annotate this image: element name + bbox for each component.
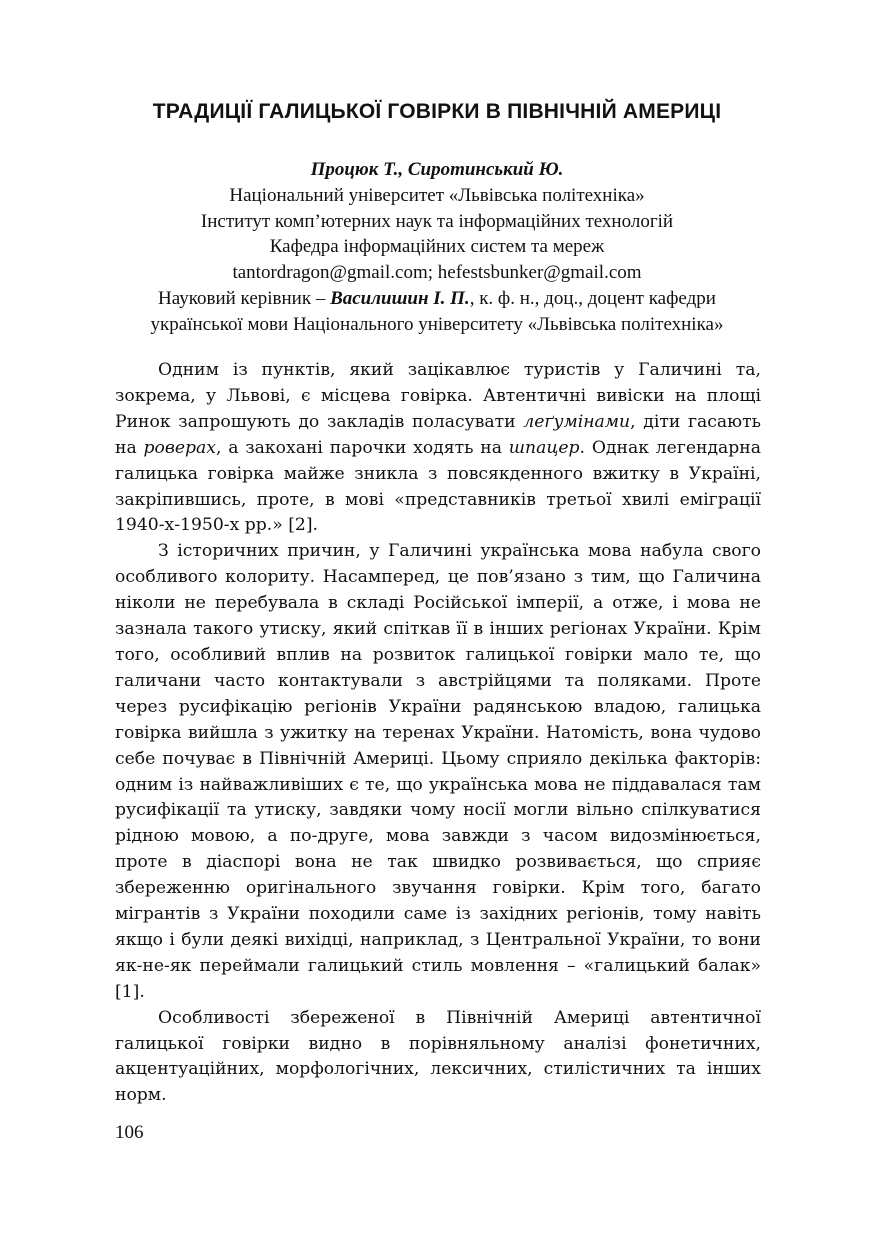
p1-term-legumina: леґумінами	[523, 411, 631, 432]
p1-text-3: , а закохані парочки ходять на	[215, 437, 509, 458]
article-body	[115, 358, 761, 1109]
authors: Процюк Т., Сиротинський Ю.	[310, 159, 564, 180]
p1-text-4: . Однак легендарна галицька говірка майже зникла з повсякденного вжитку в Україні, закріпившись, проте, в мові «представників третьої хвилі еміграції 1940-х-1950-х рр.» [2].	[115, 437, 761, 536]
supervisor-suffix: , к. ф. н., доц., доцент кафедри	[469, 287, 716, 309]
university: Національний університет «Львівська політехніка»	[229, 184, 645, 206]
p1-text-2: , діти гасають на	[115, 411, 761, 458]
paragraph-1	[115, 358, 761, 539]
supervisor-name: Василишин І. П.	[330, 287, 470, 309]
article-meta	[100, 157, 774, 338]
emails: tantordragon@gmail.com; hefestsbunker@gmail.com	[232, 262, 642, 284]
supervisor-line	[100, 286, 774, 312]
paragraph-2: З історичних причин, у Галичині українська мова набула свого особливого колориту. Насамперед, це пов’язано з тим, що Галичина ніколи не перебувала в складі Російської імперії, а отже, і мова не зазнала такого утиску, який спіткав її в інших регіонах України. Крім того, особливий вплив на розвиток галицької говірки мало те, що галичани часто контактували з австрійцями та поляками. Проте через русифікацію регіонів України радянською владою, галицька говірка вийшла з ужитку на теренах України. Натомість, вона чудово себе почуває в Північній Америці. Цьому сприяло декілька факторів: одним із найважливіших є те, що українська мова не піддавалася там русифікації та утиску, завдяки чому носії могли вільно спілкуватися рідною мовою, а по-друге, мова завжди з часом видозмінюється, проте в діаспорі вона не так швидко розвивається, що сприяє збереженню оригінального звучання говірки. Крім того, багато мігрантів з України походили саме із західних регіонів, тому навіть якщо і були деякі вихідці, наприклад, з Центральної України, то вони як-не-як переймали галицький стиль мовлення – «галицький балак» [1].	[115, 541, 761, 1002]
department: Кафедра інформаційних систем та мереж	[269, 236, 605, 258]
page-number: 106	[115, 1122, 144, 1143]
article-title: ТРАДИЦІЇ ГАЛИЦЬКОЇ ГОВІРКИ В ПІВНІЧНІЙ АМЕРИЦІ	[152, 100, 722, 123]
p1-term-shpatser: шпацер	[508, 437, 580, 458]
p1-term-rover: роверах	[143, 437, 216, 458]
institute: Інститут комп’ютерних наук та інформаційних технологій	[200, 210, 674, 232]
paragraph-3: Особливості збереженої в Північній Америці автентичної галицької говірки видно в порівняльному аналізі фонетичних, акцентуаційних, морфологічних, лексичних, стилістичних та інших норм.	[115, 1007, 761, 1106]
supervisor-prefix: Науковий керівник –	[158, 287, 331, 309]
p1-text-1: Одним із пунктів, який зацікавлює туристів у Галичині та, зокрема, у Львові, є місцева говірка. Автентичні вивіски на площі Ринок запрошують до закладів поласувати	[115, 360, 761, 432]
supervisor-affiliation: української мови Національного університету «Львівська політехніка»	[150, 313, 724, 335]
